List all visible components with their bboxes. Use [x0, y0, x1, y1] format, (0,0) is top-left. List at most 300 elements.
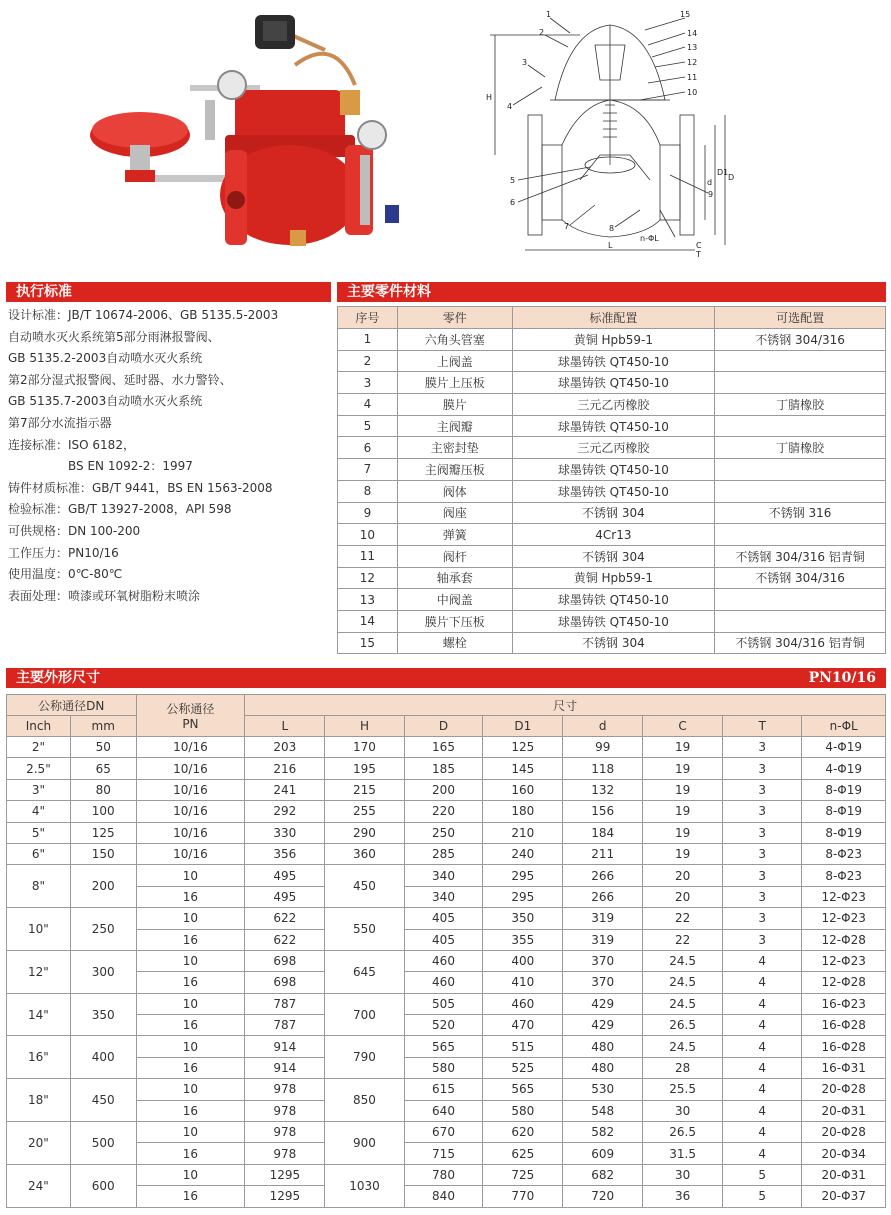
table-cell: 100 — [70, 801, 136, 822]
table-row — [7, 993, 886, 1014]
table-cell: 10 — [136, 865, 245, 886]
table-cell: 360 — [325, 843, 404, 864]
table-cell: 36 — [643, 1186, 723, 1207]
dims-title: 主要外形尺寸 — [16, 670, 100, 686]
table-cell: 中阀盖 — [397, 589, 512, 611]
table-row — [338, 437, 886, 459]
table-cell: 203 — [245, 737, 325, 758]
table-cell: 20-Φ31 — [802, 1100, 886, 1121]
table-cell: 216 — [245, 758, 325, 779]
table-cell: 20 — [643, 865, 723, 886]
table-cell: 580 — [483, 1100, 563, 1121]
dims-col-header: D1 — [483, 716, 563, 737]
spec-line: GB 5135.2-2003自动喷水灭火系统 — [8, 351, 203, 366]
dim-label-D: D — [728, 173, 735, 182]
table-cell: 9 — [338, 502, 398, 524]
table-cell: 682 — [563, 1164, 643, 1185]
table-cell: 8-Φ19 — [802, 779, 886, 800]
table-row — [7, 737, 886, 758]
table-cell: 19 — [643, 758, 723, 779]
table-cell: 515 — [483, 1036, 563, 1057]
table-cell: 24.5 — [643, 950, 723, 971]
table-row — [338, 502, 886, 524]
table-cell: 10/16 — [136, 801, 245, 822]
table-cell: 356 — [245, 843, 325, 864]
table-cell: 410 — [483, 972, 563, 993]
table-cell: 10 — [136, 908, 245, 929]
table-cell: 20-Φ37 — [802, 1186, 886, 1207]
table-cell: 156 — [563, 801, 643, 822]
table-cell: 914 — [245, 1057, 325, 1078]
table-cell: 不锈钢 304 — [512, 502, 715, 524]
table-cell: 266 — [563, 886, 643, 907]
table-cell: 370 — [563, 950, 643, 971]
table-cell: 615 — [404, 1079, 483, 1100]
parts-header-cell: 可选配置 — [715, 307, 886, 329]
table-cell: 10/16 — [136, 737, 245, 758]
table-cell: 4 — [723, 1143, 802, 1164]
size-H: 790 — [325, 1036, 404, 1079]
dims-col-header: D — [404, 716, 483, 737]
table-cell: 220 — [404, 801, 483, 822]
table-cell: 160 — [483, 779, 563, 800]
table-cell: 978 — [245, 1100, 325, 1121]
table-cell: 370 — [563, 972, 643, 993]
table-cell: 10 — [136, 950, 245, 971]
table-row — [7, 886, 886, 907]
size-inch: 16" — [7, 1036, 71, 1079]
table-cell: 240 — [483, 843, 563, 864]
table-cell: 16-Φ28 — [802, 1015, 886, 1036]
table-row — [7, 822, 886, 843]
table-cell: 118 — [563, 758, 643, 779]
table-cell: 16 — [136, 1143, 245, 1164]
table-cell: 黄铜 Hpb59-1 — [512, 567, 715, 589]
table-cell: 609 — [563, 1143, 643, 1164]
table-row — [7, 1100, 886, 1121]
parts-header-cell: 标准配置 — [512, 307, 715, 329]
table-cell: 球墨铸铁 QT450-10 — [512, 610, 715, 632]
table-row — [338, 610, 886, 632]
table-cell: 5 — [723, 1164, 802, 1185]
table-cell: 184 — [563, 822, 643, 843]
table-row — [7, 1057, 886, 1078]
table-cell: 429 — [563, 1015, 643, 1036]
table-cell: 5 — [723, 1186, 802, 1207]
table-cell: 170 — [325, 737, 404, 758]
table-row — [7, 1143, 886, 1164]
table-cell: 11 — [338, 545, 398, 567]
table-cell: 10 — [338, 524, 398, 546]
table-cell: 195 — [325, 758, 404, 779]
table-cell: 16 — [136, 1015, 245, 1036]
table-cell: 622 — [245, 929, 325, 950]
table-cell: 16 — [136, 1100, 245, 1121]
valve-product-photo — [85, 5, 425, 260]
spec-line: 连接标准：ISO 6182， — [8, 437, 135, 452]
table-cell: 350 — [483, 908, 563, 929]
dim-label-C: C — [696, 241, 702, 250]
table-cell: 4 — [723, 1057, 802, 1078]
table-cell: 4 — [723, 1015, 802, 1036]
table-cell: 膜片上压板 — [397, 372, 512, 394]
table-row — [338, 524, 886, 546]
table-cell: 3 — [723, 843, 802, 864]
table-cell: 1295 — [245, 1186, 325, 1207]
table-cell — [715, 524, 886, 546]
dim-label-T: T — [696, 250, 701, 259]
table-cell: 阀座 — [397, 502, 512, 524]
table-cell: 480 — [563, 1036, 643, 1057]
table-cell: 2 — [338, 350, 398, 372]
table-cell: 582 — [563, 1122, 643, 1143]
table-cell: 340 — [404, 886, 483, 907]
table-cell: 429 — [563, 993, 643, 1014]
table-cell: 1 — [338, 329, 398, 351]
table-row — [7, 908, 886, 929]
dim-label-d: d — [707, 178, 713, 187]
diagram-label-7: 7 — [564, 222, 570, 231]
table-cell: 670 — [404, 1122, 483, 1143]
table-cell: 978 — [245, 1079, 325, 1100]
size-H: 550 — [325, 908, 404, 951]
table-cell: 三元乙丙橡胶 — [512, 394, 715, 416]
table-row — [7, 801, 886, 822]
table-cell: 24.5 — [643, 993, 723, 1014]
parts-header-cell: 零件 — [397, 307, 512, 329]
table-row — [7, 865, 886, 886]
table-cell: 295 — [483, 886, 563, 907]
table-cell: 16 — [136, 886, 245, 907]
dim-label-L: L — [608, 241, 613, 250]
size-mm: 450 — [70, 1079, 136, 1122]
size-H: 850 — [325, 1079, 404, 1122]
table-cell: 膜片下压板 — [397, 610, 512, 632]
table-cell: 上阀盖 — [397, 350, 512, 372]
table-cell: 5 — [338, 415, 398, 437]
table-cell: 3 — [723, 886, 802, 907]
table-cell: 25.5 — [643, 1079, 723, 1100]
table-row — [7, 1036, 886, 1057]
table-cell: 28 — [643, 1057, 723, 1078]
table-cell: 625 — [483, 1143, 563, 1164]
table-cell: 292 — [245, 801, 325, 822]
table-cell: 4Cr13 — [512, 524, 715, 546]
table-row — [7, 1186, 886, 1207]
table-cell: 4 — [723, 1100, 802, 1121]
table-cell: 2" — [7, 737, 71, 758]
table-cell: 24.5 — [643, 972, 723, 993]
table-cell: 球墨铸铁 QT450-10 — [512, 480, 715, 502]
diagram-label-12: 12 — [687, 58, 698, 67]
table-cell: 3 — [723, 758, 802, 779]
table-cell: 8 — [338, 480, 398, 502]
table-cell: 200 — [404, 779, 483, 800]
table-cell — [715, 350, 886, 372]
table-cell: 698 — [245, 972, 325, 993]
table-row — [338, 459, 886, 481]
diagram-label-9: 9 — [708, 190, 714, 199]
table-cell: 405 — [404, 929, 483, 950]
table-cell: 12-Φ23 — [802, 908, 886, 929]
table-row — [338, 394, 886, 416]
table-cell: 30 — [643, 1164, 723, 1185]
table-cell: 4 — [338, 394, 398, 416]
diagram-label-11: 11 — [687, 73, 698, 82]
dims-head-size: 尺寸 — [245, 695, 886, 716]
table-row — [7, 1079, 886, 1100]
table-cell: 145 — [483, 758, 563, 779]
table-cell: 780 — [404, 1164, 483, 1185]
table-cell: 20-Φ31 — [802, 1164, 886, 1185]
table-cell: 520 — [404, 1015, 483, 1036]
dims-table — [6, 694, 886, 1208]
table-cell: 16 — [136, 972, 245, 993]
table-cell: 球墨铸铁 QT450-10 — [512, 372, 715, 394]
diagram-label-14: 14 — [687, 29, 698, 38]
table-cell: 球墨铸铁 QT450-10 — [512, 350, 715, 372]
table-cell: 黄铜 Hpb59-1 — [512, 329, 715, 351]
size-inch: 20" — [7, 1122, 71, 1165]
spec-line: 设计标准：JB/T 10674-2006、GB 5135.5-2003 — [8, 308, 279, 322]
table-cell: 840 — [404, 1186, 483, 1207]
table-row — [7, 1164, 886, 1185]
table-row — [338, 632, 886, 654]
table-cell: 565 — [404, 1036, 483, 1057]
dims-head-pn: 公称通径 PN — [136, 695, 245, 737]
table-cell: 715 — [404, 1143, 483, 1164]
table-cell: 10/16 — [136, 822, 245, 843]
table-cell: 295 — [483, 865, 563, 886]
dims-pn: PN10/16 — [808, 670, 876, 686]
diagram-label-1: 1 — [546, 10, 552, 19]
table-cell: 3 — [723, 822, 802, 843]
table-cell: 14 — [338, 610, 398, 632]
table-cell: 5" — [7, 822, 71, 843]
table-cell: 10/16 — [136, 779, 245, 800]
table-cell: 12-Φ28 — [802, 972, 886, 993]
table-cell: 7 — [338, 459, 398, 481]
table-cell: 16-Φ23 — [802, 993, 886, 1014]
table-cell: 16 — [136, 1057, 245, 1078]
table-cell: 241 — [245, 779, 325, 800]
table-cell: 3 — [723, 737, 802, 758]
table-cell: 19 — [643, 779, 723, 800]
table-cell: 978 — [245, 1122, 325, 1143]
table-cell — [715, 415, 886, 437]
table-cell: 10 — [136, 1079, 245, 1100]
table-cell: 460 — [483, 993, 563, 1014]
diagram-label-13: 13 — [687, 43, 698, 52]
diagram-label-10: 10 — [687, 88, 698, 97]
table-cell: 50 — [70, 737, 136, 758]
table-cell: 阀体 — [397, 480, 512, 502]
standards-title: 执行标准 — [16, 284, 72, 300]
table-cell: 125 — [70, 822, 136, 843]
table-cell: 3 — [723, 929, 802, 950]
table-cell: 319 — [563, 908, 643, 929]
dim-label-D1: D1 — [717, 168, 729, 177]
table-cell: 4-Φ19 — [802, 758, 886, 779]
diagram-label-8: 8 — [609, 224, 615, 233]
table-cell: 255 — [325, 801, 404, 822]
dims-head-dn: 公称通径DN — [7, 695, 137, 716]
dim-label-nL: n-ΦL — [640, 234, 659, 243]
table-cell: 24.5 — [643, 1036, 723, 1057]
table-row — [7, 950, 886, 971]
table-cell: 525 — [483, 1057, 563, 1078]
table-cell: 565 — [483, 1079, 563, 1100]
table-cell: 31.5 — [643, 1143, 723, 1164]
table-row — [7, 1015, 886, 1036]
size-inch: 10" — [7, 908, 71, 951]
table-cell: 膜片 — [397, 394, 512, 416]
spec-line: 自动喷水灭火系统第5部分雨淋报警阀、 — [8, 329, 220, 344]
table-row — [7, 972, 886, 993]
dim-label-H: H — [486, 93, 493, 102]
size-H: 1030 — [325, 1164, 404, 1207]
table-cell: 不锈钢 316 — [715, 502, 886, 524]
table-cell: 12-Φ23 — [802, 886, 886, 907]
table-cell: 3 — [723, 801, 802, 822]
table-cell: 495 — [245, 865, 325, 886]
table-row — [7, 929, 886, 950]
table-cell: 螺栓 — [397, 632, 512, 654]
table-row — [338, 589, 886, 611]
table-cell: 主密封垫 — [397, 437, 512, 459]
table-cell: 4 — [723, 1036, 802, 1057]
dims-col-header: L — [245, 716, 325, 737]
table-row — [338, 415, 886, 437]
table-cell: 65 — [70, 758, 136, 779]
table-cell: 2.5" — [7, 758, 71, 779]
dims-col-header: C — [643, 716, 723, 737]
table-cell: 211 — [563, 843, 643, 864]
table-cell: 470 — [483, 1015, 563, 1036]
table-cell: 340 — [404, 865, 483, 886]
spec-line: 检验标准：GB/T 13927-2008，API 598 — [8, 502, 232, 517]
size-inch: 12" — [7, 950, 71, 993]
table-row — [338, 372, 886, 394]
table-cell: 180 — [483, 801, 563, 822]
dims-col-header: n-ΦL — [802, 716, 886, 737]
size-H: 700 — [325, 993, 404, 1036]
size-mm: 250 — [70, 908, 136, 951]
table-cell: 787 — [245, 993, 325, 1014]
table-cell: 622 — [245, 908, 325, 929]
table-cell: 26.5 — [643, 1122, 723, 1143]
parts-table — [337, 306, 886, 654]
dims-col-header: d — [563, 716, 643, 737]
table-cell: 19 — [643, 801, 723, 822]
table-cell: 三元乙丙橡胶 — [512, 437, 715, 459]
table-cell: 12-Φ23 — [802, 950, 886, 971]
table-row — [7, 1122, 886, 1143]
table-cell: 285 — [404, 843, 483, 864]
dims-head-mm: mm — [70, 716, 136, 737]
spec-line: 可供规格：DN 100-200 — [8, 523, 141, 538]
diagram-label-6: 6 — [510, 198, 516, 207]
table-cell: 不锈钢 304 — [512, 545, 715, 567]
table-cell: 99 — [563, 737, 643, 758]
dims-col-header: H — [325, 716, 404, 737]
table-cell: 319 — [563, 929, 643, 950]
parts-header-cell: 序号 — [338, 307, 398, 329]
table-cell: 185 — [404, 758, 483, 779]
diagram-label-15: 15 — [680, 10, 691, 19]
size-mm: 400 — [70, 1036, 136, 1079]
table-cell: 不锈钢 304/316 — [715, 567, 886, 589]
table-cell: 4 — [723, 972, 802, 993]
table-cell: 3 — [723, 779, 802, 800]
table-cell: 弹簧 — [397, 524, 512, 546]
table-cell: 球墨铸铁 QT450-10 — [512, 589, 715, 611]
table-cell: 770 — [483, 1186, 563, 1207]
table-cell: 4" — [7, 801, 71, 822]
table-cell: 266 — [563, 865, 643, 886]
table-cell: 球墨铸铁 QT450-10 — [512, 459, 715, 481]
table-cell: 12 — [338, 567, 398, 589]
table-cell: 主阀瓣 — [397, 415, 512, 437]
table-cell: 1295 — [245, 1164, 325, 1185]
size-mm: 500 — [70, 1122, 136, 1165]
table-cell: 460 — [404, 950, 483, 971]
table-cell: 19 — [643, 843, 723, 864]
size-H: 450 — [325, 865, 404, 908]
spec-line: 工作压力：PN10/16 — [8, 545, 119, 560]
spec-line: BS EN 1092-2：1997 — [8, 459, 193, 474]
dims-header — [6, 668, 886, 688]
table-row — [7, 779, 886, 800]
table-cell: 125 — [483, 737, 563, 758]
table-cell: 丁腈橡胶 — [715, 437, 886, 459]
table-cell: 215 — [325, 779, 404, 800]
valve-section-diagram — [470, 5, 760, 260]
table-cell: 阀杆 — [397, 545, 512, 567]
table-cell: 165 — [404, 737, 483, 758]
table-cell: 10/16 — [136, 758, 245, 779]
table-cell: 轴承套 — [397, 567, 512, 589]
table-cell: 丁腈橡胶 — [715, 394, 886, 416]
size-inch: 18" — [7, 1079, 71, 1122]
table-cell: 978 — [245, 1143, 325, 1164]
table-cell: 4 — [723, 950, 802, 971]
spec-line: 使用温度：0℃-80℃ — [8, 567, 123, 582]
spec-line: 第7部分水流指示器 — [8, 415, 112, 430]
table-cell: 16-Φ28 — [802, 1036, 886, 1057]
table-cell: 30 — [643, 1100, 723, 1121]
size-inch: 8" — [7, 865, 71, 908]
standards-header — [6, 282, 331, 302]
table-cell — [715, 459, 886, 481]
table-cell — [715, 589, 886, 611]
table-cell: 4 — [723, 1079, 802, 1100]
dims-head-inch: Inch — [7, 716, 71, 737]
table-row — [338, 567, 886, 589]
table-cell: 球墨铸铁 QT450-10 — [512, 415, 715, 437]
table-cell: 10 — [136, 1164, 245, 1185]
table-cell: 8-Φ19 — [802, 801, 886, 822]
table-row — [338, 480, 886, 502]
diagram-label-5: 5 — [510, 176, 516, 185]
table-cell: 4-Φ19 — [802, 737, 886, 758]
table-cell: 580 — [404, 1057, 483, 1078]
spec-line: 铸件材质标准：GB/T 9441，BS EN 1563-2008 — [8, 480, 273, 495]
table-cell: 548 — [563, 1100, 643, 1121]
table-cell: 10/16 — [136, 843, 245, 864]
size-mm: 600 — [70, 1164, 136, 1207]
table-cell: 330 — [245, 822, 325, 843]
